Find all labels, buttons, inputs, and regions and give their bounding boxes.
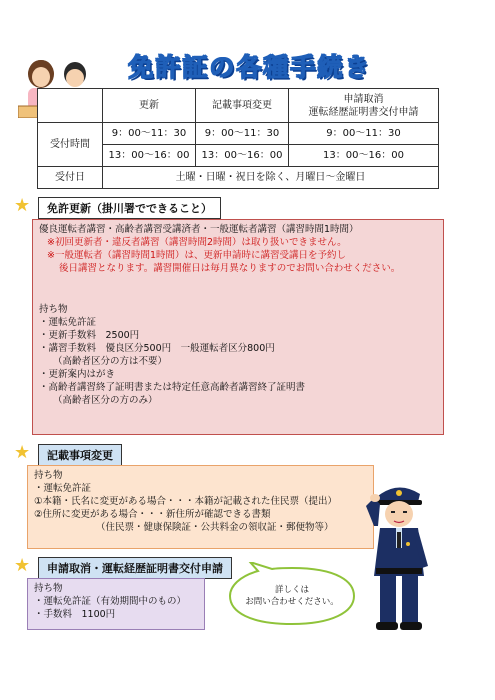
police-officer-illustration — [358, 476, 440, 634]
list-item: ・更新案内はがき — [39, 369, 116, 380]
table-corner-cell — [38, 89, 103, 123]
header-renewal: 更新 — [103, 89, 196, 123]
reception-days-label: 受付日 — [38, 167, 103, 189]
page-title: 免許証の各種手続き — [128, 53, 372, 82]
list-item: ・講習手数料 優良区分500円 一般運転者区分800円 — [39, 343, 275, 354]
reception-hours-label: 受付時間 — [38, 123, 103, 167]
list-item: ・手数料 1100円 — [34, 609, 116, 620]
renewal-warning-line: 後日講習となります。講習開催日は毎月異なりますのでお問い合わせください。 — [59, 263, 401, 274]
reception-days-value: 土曜・日曜・祝日を除く、月曜日～金曜日 — [103, 167, 439, 189]
star-icon: ★ — [14, 442, 31, 463]
hours-cell: 13：00～16：00 — [196, 145, 289, 167]
renewal-course-line: 優良運転者講習・高齢者講習受講済者・一般運転者講習（講習時間1時間） — [39, 224, 359, 235]
bubble-line: お問い合わせください。 — [245, 597, 339, 607]
section-renewal-heading: 免許更新（掛川署でできること） — [38, 197, 221, 219]
header-record-change: 記載事項変更 — [196, 89, 289, 123]
list-item: ・運転免許証（有効期間中のもの） — [34, 596, 187, 607]
renewal-warning-line: ※一般運転者（講習時間1時間）は、更新申請時に講習受講日を予約し — [47, 250, 347, 261]
bubble-line: 詳しくは — [274, 585, 309, 595]
items-heading: 持ち物 — [34, 470, 63, 481]
section-cancellation-heading: 申請取消・運転経歴証明書交付申請 — [38, 557, 232, 579]
section-renewal-box — [32, 219, 444, 435]
hours-cell: 9：00～11：30 — [196, 123, 289, 145]
list-item: ②住所に変更がある場合・・・新住所が確認できる書類 — [34, 509, 271, 520]
list-item: （住民票・健康保険証・公共料金の領収証・郵便物等） — [96, 522, 334, 533]
list-item: ・更新手数料 2500円 — [39, 330, 140, 341]
hours-cell: 13：00～16：00 — [103, 145, 196, 167]
list-item: ・高齢者講習終了証明書または特定任意高齢者講習終了証明書 — [39, 382, 306, 393]
section-cancellation-box — [27, 578, 205, 630]
list-item: ①本籍・氏名に変更がある場合・・・本籍が記載された住民票（提出） — [34, 496, 338, 507]
items-heading: 持ち物 — [39, 304, 68, 315]
list-item: （高齢者区分の方は不要） — [53, 356, 168, 367]
hours-cell: 9：00～11：30 — [289, 123, 439, 145]
speech-bubble — [228, 562, 356, 628]
items-heading: 持ち物 — [34, 583, 63, 594]
section-record-change-box — [27, 465, 374, 549]
star-icon: ★ — [14, 195, 31, 216]
hours-cell: 13：00～16：00 — [289, 145, 439, 167]
reception-hours-table — [37, 88, 439, 189]
section-record-change-heading: 記載事項変更 — [38, 444, 122, 466]
hours-cell: 9：00～11：30 — [103, 123, 196, 145]
list-item: ・運転免許証 — [34, 483, 92, 494]
header-cancellation: 申請取消 運転経歴証明書交付申請 — [289, 89, 439, 123]
renewal-warning-line: ※初回更新者・違反者講習（講習時間2時間）は取り扱いできません。 — [47, 237, 347, 248]
star-icon: ★ — [14, 555, 31, 576]
list-item: ・運転免許証 — [39, 317, 97, 328]
list-item: （高齢者区分の方のみ） — [53, 395, 158, 406]
